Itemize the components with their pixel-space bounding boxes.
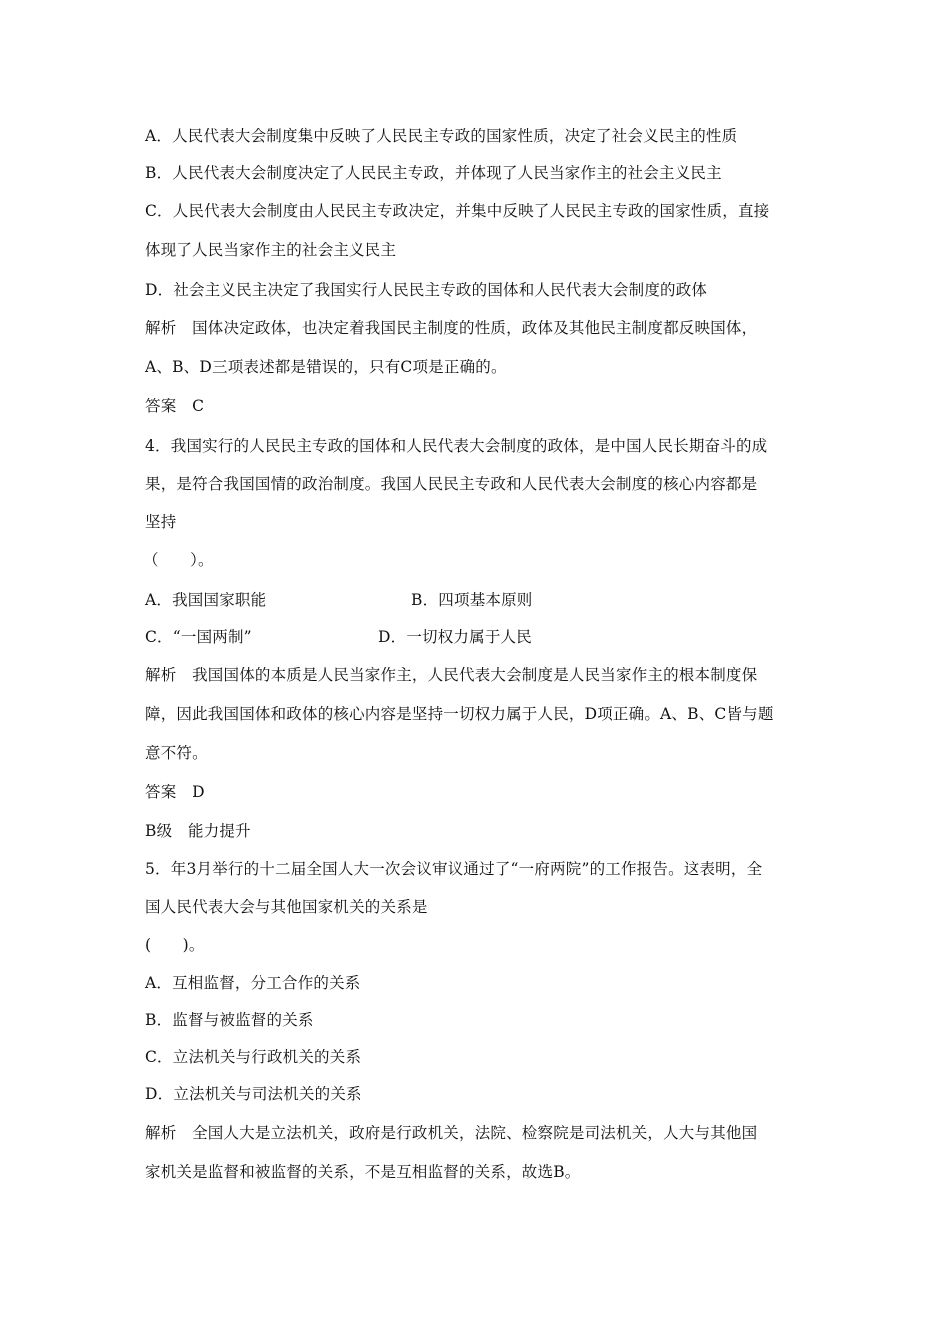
q5-option-b: B．监督与被监督的关系 xyxy=(145,1011,314,1029)
q4-option-d: D．一切权力属于人民 xyxy=(378,628,532,646)
q3-analysis-line2: A、B、D三项表述都是错误的，只有C项是正确的。 xyxy=(145,358,507,376)
q5-analysis-line2: 家机关是监督和被监督的关系，不是互相监督的关系，故选B。 xyxy=(145,1163,581,1181)
q4-option-c: C．“一国两制” xyxy=(145,628,252,646)
q4-option-a: A．我国国家职能 xyxy=(145,591,267,609)
q5-option-c: C．立法机关与行政机关的关系 xyxy=(145,1048,362,1066)
q4-analysis-line3: 意不符。 xyxy=(145,744,208,762)
q3-analysis-line1: 解析 国体决定政体，也决定着我国民主制度的性质，政体及其他民主制度都反映国体， xyxy=(145,319,758,337)
q5-option-d: D．立法机关与司法机关的关系 xyxy=(145,1085,362,1103)
q4-answer: 答案 D xyxy=(145,783,205,801)
q5-stem-line1: 5．年3月举行的十二届全国人大一次会议审议通过了“一府两院”的工作报告。这表明，全 xyxy=(145,860,763,878)
q5-stem-line2: 国人民代表大会与其他国家机关的关系是 xyxy=(145,898,428,916)
level-b-heading: B级 能力提升 xyxy=(145,822,251,840)
q4-analysis-line1: 解析 我国国体的本质是人民当家作主，人民代表大会制度是人民当家作主的根本制度保 xyxy=(145,666,758,684)
q3-option-c-line1: C．人民代表大会制度由人民民主专政决定，并集中反映了人民民主专政的国家性质，直接 xyxy=(145,202,770,220)
q5-analysis-line1: 解析 全国人大是立法机关，政府是行政机关，法院、检察院是司法机关，人大与其他国 xyxy=(145,1124,758,1142)
q4-option-b: B．四项基本原则 xyxy=(411,591,533,609)
q4-answer-blank: （ ）。 xyxy=(143,551,214,569)
q3-option-b: B．人民代表大会制度决定了人民民主专政，并体现了人民当家作主的社会主义民主 xyxy=(145,164,722,182)
q3-option-c-line2: 体现了人民当家作主的社会主义民主 xyxy=(145,241,397,259)
q5-answer-blank: ( )。 xyxy=(145,936,205,954)
q4-stem-line3: 坚持 xyxy=(145,513,177,531)
q3-option-a: A．人民代表大会制度集中反映了人民民主专政的国家性质，决定了社会义民主的性质 xyxy=(145,127,738,145)
q4-stem-line2: 果，是符合我国国情的政治制度。我国人民民主专政和人民代表大会制度的核心内容都是 xyxy=(145,475,758,493)
q3-answer: 答案 C xyxy=(145,397,205,415)
q4-stem-line1: 4．我国实行的人民民主专政的国体和人民代表大会制度的政体，是中国人民长期奋斗的成 xyxy=(145,437,768,455)
q4-analysis-line2: 障，因此我国国体和政体的核心内容是坚持一切权力属于人民，D项正确。A、B、C皆与题 xyxy=(145,705,774,723)
q5-option-a: A．互相监督，分工合作的关系 xyxy=(145,974,361,992)
q3-option-d: D．社会主义民主决定了我国实行人民民主专政的国体和人民代表大会制度的政体 xyxy=(145,281,708,299)
